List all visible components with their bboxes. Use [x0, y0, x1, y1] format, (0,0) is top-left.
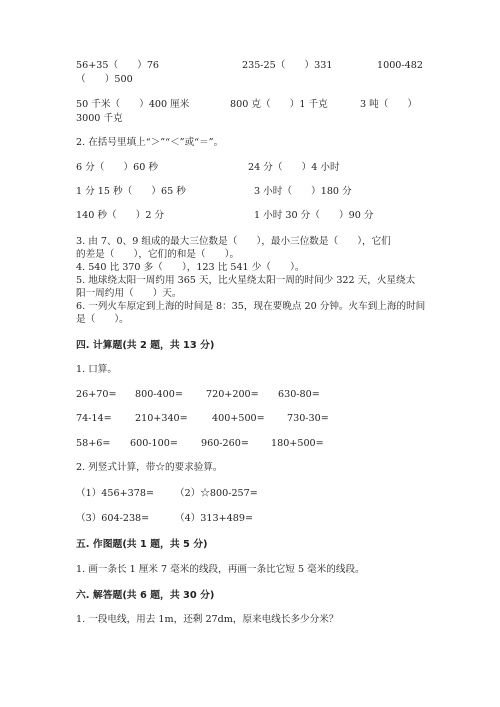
calc-item: 720+200=: [206, 389, 259, 400]
compare-item: 1000-482: [377, 60, 423, 71]
calc-item: 730-30=: [287, 413, 329, 424]
vertical-calc-item: （4）313+489=: [175, 513, 253, 524]
compare-item: 6 分（ ）60 秒: [76, 162, 158, 173]
calc-item: 58+6=: [76, 438, 111, 449]
section-title: 四. 计算题(共 2 题，共 13 分): [76, 340, 215, 351]
calc-item: 210+340=: [135, 413, 188, 424]
question-text: 3. 由 7、0、9 组成的最大三位数是（ ），最小三位数是（ ），它们: [76, 236, 391, 247]
vertical-calc-item: （1）456+378=: [76, 488, 154, 499]
vertical-calc-item: （2）☆800-257=: [175, 488, 258, 499]
compare-item: 140 秒（ ）2 分: [76, 210, 165, 221]
compare-item: 50 千米（ ）400 厘米: [76, 99, 190, 110]
calc-item: 74-14=: [76, 413, 112, 424]
question-text: 阳一周约用（ ）天。: [76, 288, 182, 299]
calc-item: 26+70=: [76, 389, 117, 400]
compare-item: 56+35（ ）76: [76, 60, 160, 71]
calc-item: 400+500=: [212, 413, 265, 424]
question-title: 2. 列竖式计算，带☆的要求验算。: [76, 462, 223, 473]
question-title: 1. 口算。: [76, 364, 117, 375]
calc-item: 600-100=: [130, 438, 178, 449]
vertical-calc-item: （3）604-238=: [76, 513, 150, 524]
calc-item: 630-80=: [278, 389, 320, 400]
section-title: 六. 解答题(共 6 题，共 30 分): [76, 590, 215, 601]
question-text: 1. 一段电线，用去 1m，还剩 27dm，原来电线长多少分米？: [76, 614, 339, 625]
compare-item: （ ）500: [76, 74, 133, 85]
calc-item: 180+500=: [271, 438, 324, 449]
calc-item: 800-400=: [135, 389, 183, 400]
calc-item: 960-260=: [201, 438, 249, 449]
question-text: 6. 一列火车原定到上海的时间是 8：35，现在要晚点 20 分钟。火车到上海的时间: [76, 301, 426, 312]
question-text: 是（ ）。: [76, 314, 129, 325]
question-text: 1. 画一条长 1 厘米 7 毫米的线段，再画一条比它短 5 毫米的线段。: [76, 564, 365, 575]
question-text: 5. 地球绕太阳一周约用 365 天，比火星绕太阳一周的时间少 322 天，火星绕太: [76, 275, 416, 286]
compare-item: 1 小时 30 分（ ）90 分: [254, 210, 374, 221]
compare-item: 800 克（ ）1 千克: [230, 99, 328, 110]
compare-item: 1 分 15 秒（ ）65 秒: [76, 186, 186, 197]
compare-item: 235-25（ ）331: [242, 60, 333, 71]
compare-item: 3 吨（ ）: [360, 99, 418, 110]
question-title: 2. 在括号里填上“＞”“＜”或“＝”。: [76, 137, 224, 148]
section-title: 五. 作图题(共 1 题，共 5 分): [76, 539, 208, 550]
compare-item: 3 小时（ ）180 分: [254, 186, 352, 197]
compare-item: 24 分（ ）4 小时: [248, 162, 340, 173]
compare-item: 3000 千克: [76, 113, 123, 124]
question-text: 的差是（ ），它们的和是（ ）。: [76, 249, 240, 260]
question-text: 4. 540 比 370 多（ ），123 比 541 少（ ）。: [76, 262, 305, 273]
